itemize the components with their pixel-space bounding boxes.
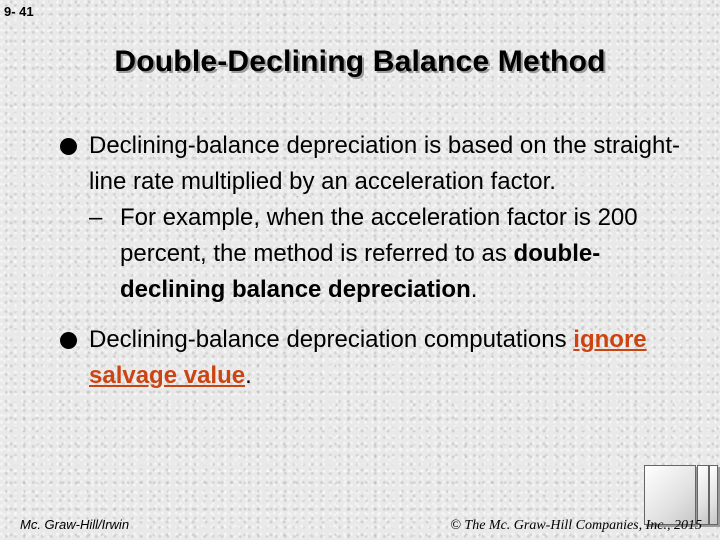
bullet-dot-icon xyxy=(60,138,77,155)
sub-bullet-item xyxy=(89,200,698,308)
dash-icon: – xyxy=(89,204,103,231)
bullet-list xyxy=(58,128,698,394)
footer-publisher: Mc. Graw-Hill/Irwin xyxy=(20,517,130,532)
sub-bullet-period: . xyxy=(470,276,478,303)
decorative-panel xyxy=(709,465,718,525)
bullet-item xyxy=(58,322,698,394)
bullet-text: Declining-balance depreciation computations xyxy=(89,326,574,353)
sub-bullet-bold-term: double-declining balance depreciation xyxy=(120,240,601,303)
bullet-dot-icon xyxy=(60,332,77,349)
decorative-panel xyxy=(697,465,709,525)
slide-title: Double-Declining Balance Method xyxy=(114,45,606,78)
footer-copyright xyxy=(450,518,702,534)
highlighted-term: ignore salvage value xyxy=(89,326,647,389)
decorative-panel xyxy=(644,465,696,525)
footer-copyright-text: The Mc. Graw-Hill Companies, Inc., 2015 xyxy=(464,518,702,533)
bullet-period: . xyxy=(245,362,252,389)
bullet-text: Declining-balance depreciation is based on the straight-line rate multiplied by an acceleration factor. xyxy=(89,132,681,195)
copyright-icon: © xyxy=(450,518,461,533)
sub-bullet-text: For example, when the acceleration factor is 200 percent, the method is referred to as xyxy=(120,204,638,267)
slide-number: 9- 41 xyxy=(4,4,34,19)
bullet-item xyxy=(58,128,698,308)
